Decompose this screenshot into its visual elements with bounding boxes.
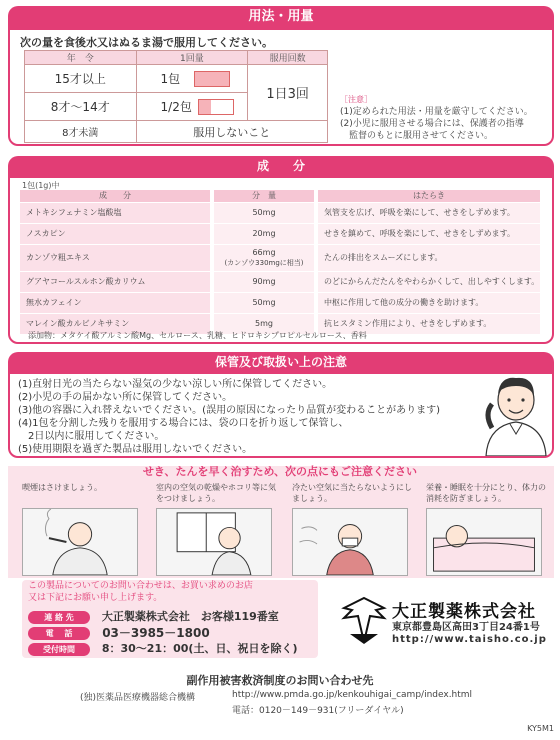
pharmacist-illustration (478, 370, 552, 456)
storage-item: (1)直射日光の当たらない湿気の少ない涼しい所に保管してください。 (18, 379, 333, 390)
dose-text: 1包 (160, 71, 181, 86)
row-age: 8才～14才 (25, 93, 137, 121)
col-name: 成 分 (20, 190, 210, 202)
notes-label: ［注意］ (340, 95, 372, 104)
contact-row (28, 608, 279, 624)
relief-org: (独)医薬品医療機器総合機構 (80, 693, 196, 703)
tip-text: 栄養・睡眠を十分にとり、体力の消耗を防ぎましょう。 (426, 483, 546, 503)
storage-item: 2日以内に服用してください。 (18, 431, 165, 442)
note-line: (1)定められた用法・用量を厳守してください。 (340, 107, 533, 117)
relief-phone: 電話：0120－149－931(フリーダイヤル) (232, 706, 404, 716)
relief-url[interactable]: http://www.pmda.go.jp/kenkouhigai_camp/index.html (232, 690, 473, 700)
ingredient-row (20, 224, 540, 244)
company-name: 大正製薬株式会社 (392, 602, 536, 622)
tip-text: 喫煙はさけましょう。 (22, 483, 102, 492)
ingredient-amount: 50mg (214, 293, 314, 313)
hours-label: 受付時間 (28, 643, 90, 656)
note-line: 監督のもとに服用させてください。 (340, 131, 494, 141)
storage-item: (2)小児の手の届かない所に保管してください。 (18, 392, 233, 403)
contact-intro-line: 又は下記にお願い申し上げます。 (28, 593, 163, 603)
contact-value: 大正製薬株式会社 お客様119番室 (101, 610, 279, 623)
storage-list (18, 378, 440, 456)
ingredient-action: 抗ヒスタミン作用により、せきをしずめます。 (318, 314, 540, 334)
usage-notes (340, 94, 533, 142)
cold-air-illustration (292, 508, 408, 576)
storage-item: (4)1包を分割した残りを服用する場合には、袋の口を折り返して保管し、 (18, 418, 349, 429)
tip-cold-air (292, 482, 416, 579)
company-address: 東京都豊島区高田3丁目24番1号 (392, 622, 540, 633)
ingredient-amount: 20mg (214, 224, 314, 244)
usage-table (24, 50, 328, 143)
ingredient-action: 中枢に作用して他の成分の働きを助けます。 (318, 293, 540, 313)
taisho-eagle-logo (340, 594, 388, 646)
col-action: はたらき (318, 190, 540, 202)
ingredient-action: せきを鎮めて、呼吸を楽にして、せきをしずめます。 (318, 224, 540, 244)
usage-header: 用法・用量 (8, 6, 554, 28)
row-age: 15才以上 (25, 65, 137, 93)
ingredient-amount: 5mg (214, 314, 314, 334)
header-frequency: 服用回数 (248, 51, 328, 65)
tips-title: せき、たんを早く治すため、次の点にもご注意ください (142, 465, 418, 478)
row-dose: 服用しないこと (136, 121, 327, 143)
company-url[interactable]: http://www.taisho.co.jp (392, 634, 547, 645)
note-line: (2)小児に服用させる場合には、保護者の指導 (340, 119, 524, 129)
ingredient-name: カンゾウ粗エキス (20, 245, 210, 271)
ingredient-amount: 50mg (214, 203, 314, 223)
tip-dust (156, 482, 280, 579)
ingredient-action: 気管支を広げ、呼吸を楽にして、せきをしずめます。 (318, 203, 540, 223)
contact-row (28, 624, 210, 641)
ingredient-row (20, 272, 540, 292)
dose-text: 1/2包 (160, 99, 192, 114)
phone-value: 03－3985－1800 (102, 626, 210, 640)
header-age: 年 令 (25, 51, 137, 65)
tip-text: 冷たい空気に当たらないようにしましょう。 (292, 483, 412, 503)
ingredient-row (20, 293, 540, 313)
ingredient-amount-note: (カンゾウ330mgに相当) (224, 259, 304, 267)
ingredient-action: たんの排出をスムーズにします。 (318, 245, 540, 271)
ingredients-per: 1包(1g)中 (22, 181, 60, 190)
ingredient-action: のどにからんだたんをやわらかくして、出しやすくします。 (318, 272, 540, 292)
ingredient-name: 無水カフェイン (20, 293, 210, 313)
contact-label: 連 絡 先 (28, 611, 90, 624)
row-dose (136, 65, 248, 93)
storage-header: 保管及び取扱い上の注意 (8, 352, 554, 372)
usage-box (8, 28, 554, 146)
relief-title: 副作用被害救済制度のお問い合わせ先 (186, 674, 374, 687)
full-packet-icon (194, 71, 230, 87)
row-age: 8才未満 (25, 121, 137, 143)
storage-box (8, 372, 554, 458)
ingredient-row (20, 203, 540, 223)
ingredient-amount: 90mg (214, 272, 314, 292)
tip-text: 室内の空気の乾燥やホコリ等に気をつけましょう。 (156, 483, 276, 503)
half-packet-icon (198, 99, 234, 115)
contact-row (28, 640, 297, 656)
storage-item: (3)他の容器に入れ替えないでください。(誤用の原因になったり品質が変わることがあります) (18, 405, 440, 416)
ingredient-amount: 66mg (252, 248, 276, 257)
tip-rest (426, 482, 550, 579)
header-dose: 1回量 (136, 51, 248, 65)
ingredient-name: グアヤコールスルホン酸カリウム (20, 272, 210, 292)
storage-item: (5)使用期限を過ぎた製品は服用しないでください。 (18, 444, 253, 455)
smoking-illustration (22, 508, 138, 576)
phone-label: 電 話 (28, 627, 90, 640)
contact-intro (28, 580, 253, 604)
ingredient-name: マレイン酸カルビノキサミン (20, 314, 210, 334)
additives-text: 添加物：メタケイ酸アルミン酸Mg、セルロース、乳糖、ヒドロキシプロピルセルロース、香料 (28, 331, 367, 340)
tip-smoking (22, 482, 146, 579)
hours-value: 8：30～21：00(土、日、祝日を除く) (101, 642, 298, 655)
frequency-cell: 1日3回 (248, 65, 328, 121)
ingredient-row (20, 245, 540, 271)
ingredients-header-row (20, 190, 540, 202)
sleeping-illustration (426, 508, 542, 576)
product-code: KY5M1 (527, 724, 554, 733)
col-amount: 分 量 (214, 190, 314, 202)
dust-illustration (156, 508, 272, 576)
ingredient-name: メトキシフェナミン塩酸塩 (20, 203, 210, 223)
ingredient-amount-cell (214, 245, 314, 271)
contact-intro-line: この製品についてのお問い合わせは、お買い求めのお店 (28, 581, 253, 591)
row-dose (136, 93, 248, 121)
ingredient-name: ノスカピン (20, 224, 210, 244)
usage-intro: 次の量を食後水又はぬるま湯で服用してください。 (20, 36, 273, 49)
ingredients-header: 成 分 (8, 156, 554, 176)
